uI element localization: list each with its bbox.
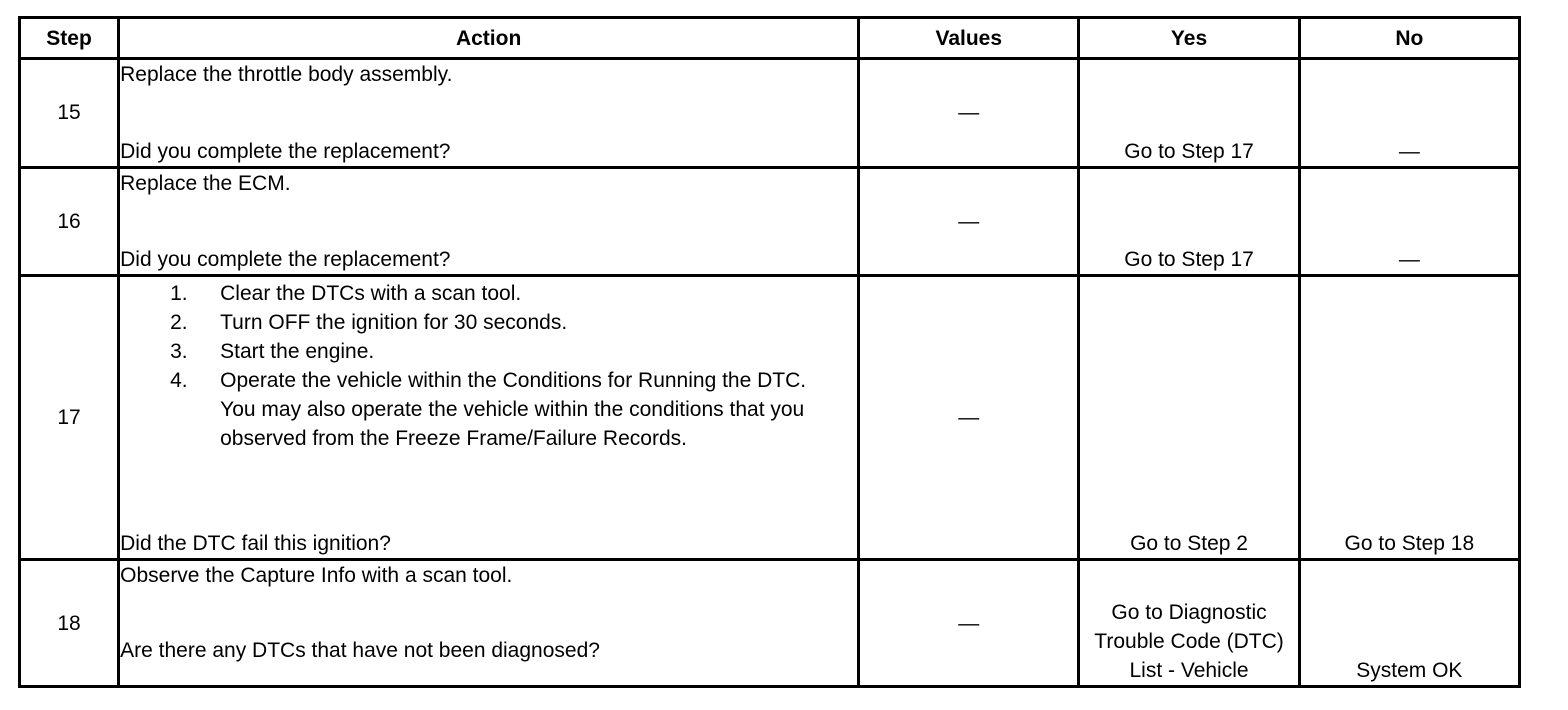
table-row [20,167,1520,276]
values-cell: — [859,560,1079,687]
action-text: Replace the ECM. [120,171,291,195]
action-question: Are there any DTCs that have not been diagnosed? [120,639,600,662]
yes-cell: Go to Step 2 [1079,276,1299,560]
step-number: 18 [20,560,119,687]
table-row [20,59,1520,168]
action-text: Replace the throttle body assembly. [120,63,453,86]
header-row [20,18,1520,59]
table-row [20,276,1520,560]
action-question: Did the DTC fail this ignition? [120,532,391,556]
action-question: Did you complete the replacement? [120,139,451,163]
list-item [170,366,820,453]
step-number: 17 [20,276,119,560]
action-cell [119,59,859,168]
table-row [20,560,1520,687]
values-cell: — [859,276,1079,560]
list-item-number: 4. [170,369,188,393]
no-cell: System OK [1299,560,1519,687]
list-item-text: Start the engine. [220,340,375,364]
action-cell [119,560,859,687]
list-item-number: 3. [170,340,188,364]
action-cell [119,167,859,276]
list-item [170,308,857,337]
values-cell: — [859,59,1079,168]
header-step: Step [20,18,119,59]
action-cell [119,276,859,560]
action-text: Observe the Capture Info with a scan tool. [120,564,513,588]
header-action: Action [119,18,859,59]
list-item-text: Operate the vehicle within the Conditions for Running the DTC. You may also operate the vehicle within the conditions that you observed from the Freeze Frame/Failure Records. [220,369,807,451]
action-question: Did you complete the replacement? [120,248,451,272]
no-cell: Go to Step 18 [1299,276,1519,560]
header-no: No [1299,18,1519,59]
yes-cell: Go to Step 17 [1079,167,1299,276]
no-cell: — [1299,59,1519,168]
list-item-number: 2. [170,311,188,335]
list-item [170,279,857,308]
action-steps-list [120,279,857,453]
header-values: Values [859,18,1079,59]
step-number: 16 [20,167,119,276]
diagnostic-table [18,16,1521,688]
yes-link-dtc-list[interactable]: Go to Diagnostic Trouble Code (DTC) List - Vehicle [1079,560,1299,687]
yes-cell: Go to Step 17 [1079,59,1299,168]
list-item-text: Turn OFF the ignition for 30 seconds. [220,311,568,335]
no-cell: — [1299,167,1519,276]
list-item-number: 1. [170,282,188,306]
header-yes: Yes [1079,18,1299,59]
list-item [170,337,857,366]
list-item-text: Clear the DTCs with a scan tool. [220,282,522,306]
step-number: 15 [20,59,119,168]
values-cell: — [859,167,1079,276]
